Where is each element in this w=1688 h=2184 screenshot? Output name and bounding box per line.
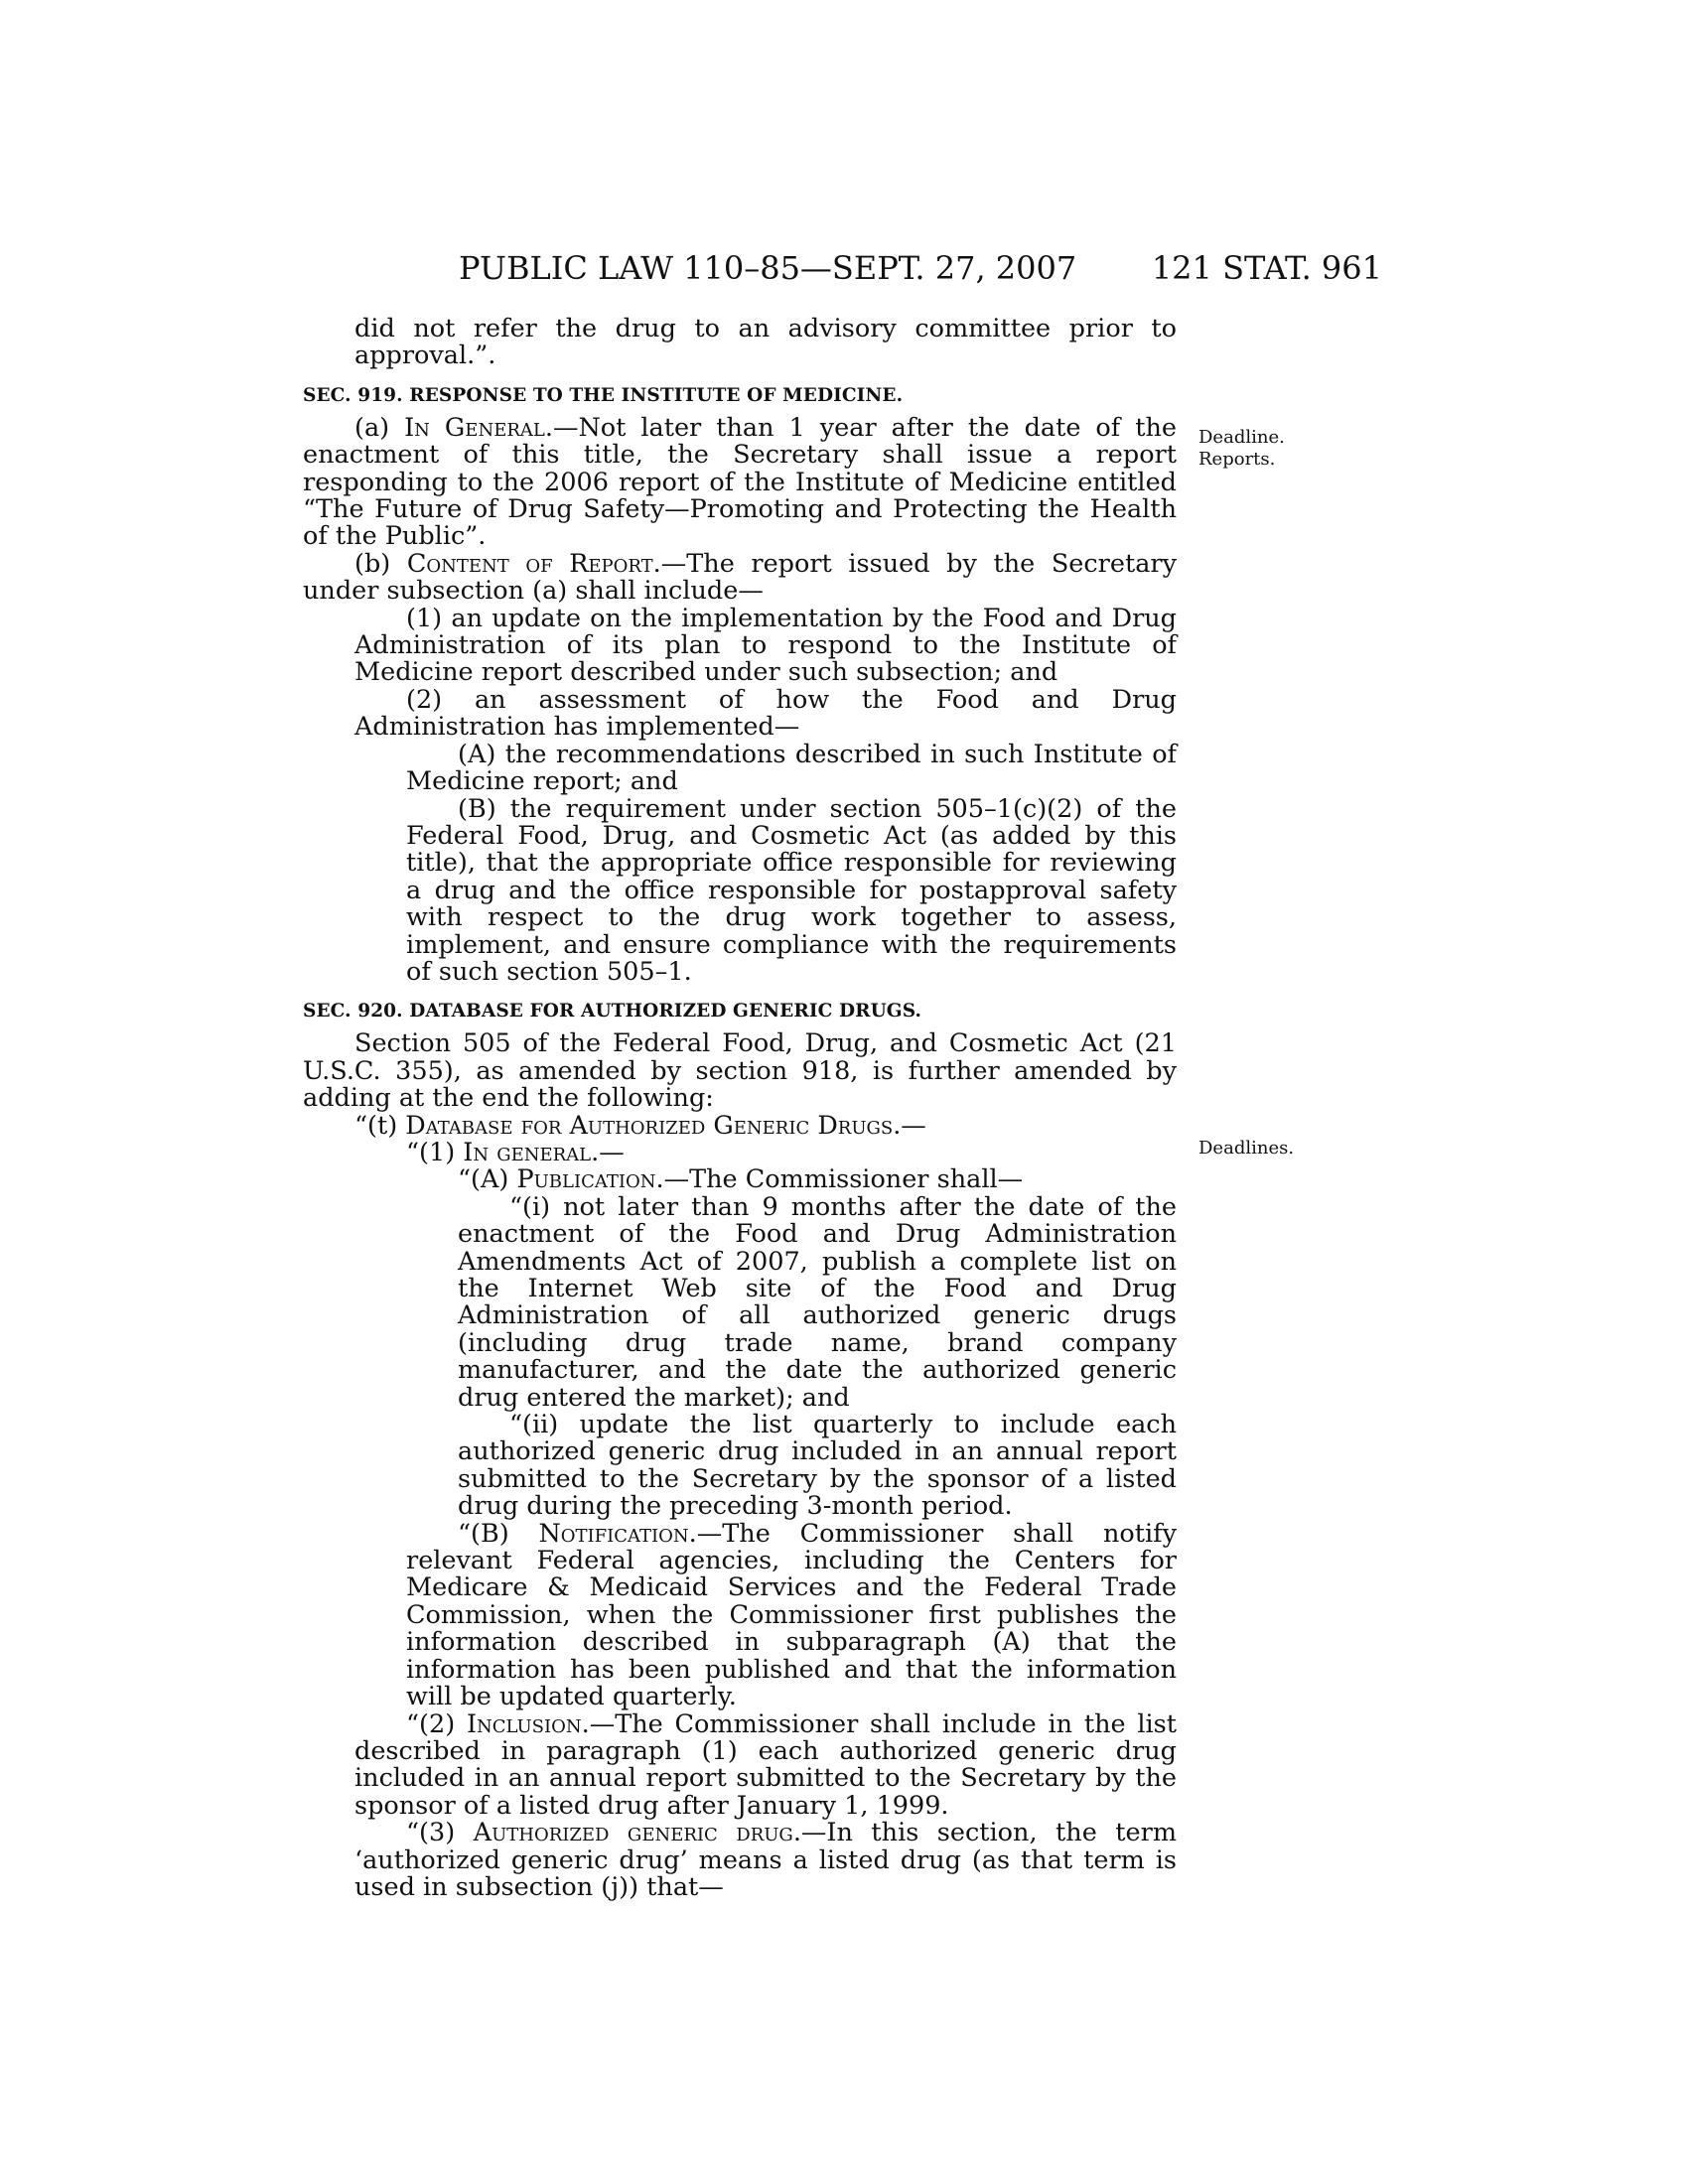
paragraph-t-2-caption: Inclusion — [466, 1708, 582, 1739]
marginal-note-deadline: Deadline. — [1198, 427, 1285, 448]
clause-t-1-A-i: “(i) not later than 9 months after the date of the enactment of the Food and Drug Administration Amendments Act of 2007, publish a complete list on the Internet Web site of the Food and Drug Administration of all authorized generic drugs (including drug trade name, brand company manufacturer, and the date the authorized generic drug entered the market); and — [458, 1191, 1177, 1413]
subsection-t — [303, 1110, 1177, 1141]
paragraph-t-2 — [303, 1708, 1178, 1821]
subsection-a-label: (a) — [354, 412, 405, 443]
paragraph-t-3 — [303, 1820, 1177, 1901]
statute-text — [303, 316, 1177, 1901]
paragraph-t-2-text: .—The Commissioner shall include in the list described in paragraph (1) each authorized generic drug included in an annual report submitted to the Secretary by the sponsor of a listed drug after January 1, 1999. — [354, 1708, 1178, 1821]
paragraph-t-2-label: “(2) — [406, 1708, 467, 1739]
paragraph-t-3-label: “(3) — [406, 1818, 474, 1848]
subparagraph-t-1-A-text: .—The Commissioner shall— — [655, 1164, 1024, 1195]
running-header-stat-page: 121 STAT. 961 — [1151, 249, 1382, 287]
paragraph-t-1-label: “(1) — [406, 1137, 464, 1167]
paragraph-t-3-caption: Authorized generic drug — [473, 1818, 793, 1848]
section-919-heading: SEC. 919. RESPONSE TO THE INSTITUTE OF MEDICINE. — [303, 384, 904, 406]
running-header-title: PUBLIC LAW 110–85—SEPT. 27, 2007 — [459, 249, 1077, 287]
section-920-heading: SEC. 920. DATABASE FOR AUTHORIZED GENERIC DRUGS. — [303, 1001, 922, 1023]
subparagraph-b-2-B: (B) the requirement under section 505–1(c)(2) of the Federal Food, Drug, and Cosmetic Act (as added by this title), that the appropriate office responsible for reviewing a drug and the office responsible for postapproval safety with respect to the drug work together to assess, implement, and ensure compliance with the requirements of such section 505–1. — [406, 793, 1177, 987]
subsection-a-caption: In General — [404, 412, 545, 443]
subsection-b-caption: Content of Report — [406, 548, 653, 579]
subsection-b-label: (b) — [354, 548, 407, 579]
subsection-b-text: .—The report issued by the Secretary under subsection (a) shall include— — [303, 548, 1178, 607]
subsection-t-label: “(t) — [354, 1110, 406, 1141]
subparagraph-t-1-A-caption: Publication — [516, 1164, 656, 1195]
subsection-a — [303, 412, 1177, 552]
paragraph-b-1: (1) an update on the implementation by the Food and Drug Administration of its plan to respond to the Institute of Medicine report described under such subsection; and — [354, 603, 1177, 688]
subparagraph-b-2-A: (A) the recommendations described in such Institute of Medicine report; and — [406, 739, 1177, 797]
paragraph-t-3-text: .—In this section, the term ‘authorized generic drug’ means a listed drug (as that term is used in subsection (j)) that— — [354, 1818, 1178, 1902]
subparagraph-t-1-B-caption: Notification — [538, 1518, 689, 1549]
subsection-a-text: .—Not later than 1 year after the date of the enactment of this title, the Secretary shall issue a report responding to the 2006 report of the Institute of Medicine entitled “The Future of Drug Safety—Promoting and Protecting the Health of the Public”. — [303, 412, 1177, 552]
subparagraph-t-1-B — [303, 1518, 1177, 1712]
paragraph-t-1 — [303, 1137, 1177, 1167]
subsection-t-dash: .— — [893, 1110, 926, 1141]
subparagraph-t-1-A-label: “(A) — [458, 1164, 517, 1195]
paragraph-t-1-dash: .— — [591, 1137, 625, 1167]
marginal-note-deadlines: Deadlines. — [1198, 1138, 1295, 1159]
section-920-intro: Section 505 of the Federal Food, Drug, and Cosmetic Act (21 U.S.C. 355), as amended by section 918, is further amended by adding at the end the following: — [303, 1028, 1177, 1114]
subparagraph-t-1-B-text: .—The Commissioner shall notify relevant Federal agencies, including the Centers for Medicare & Medicaid Services and the Federal Trade Commission, when the Commissioner first publishes the information described in subparagraph (A) that the information has been published and that the information will be updated quarterly. — [406, 1518, 1177, 1712]
paragraph-t-1-caption: In general — [463, 1137, 592, 1167]
paragraph-b-2: (2) an assessment of how the Food and Drug Administration has implemented— — [354, 684, 1177, 743]
continuation-paragraph: did not refer the drug to an advisory committee prior to approval.”. — [354, 314, 1177, 371]
subparagraph-t-1-B-label: “(B) — [458, 1518, 539, 1549]
subparagraph-t-1-A — [303, 1166, 1177, 1193]
subsection-b — [303, 548, 1178, 607]
subsection-t-caption: Database for Authorized Generic Drugs — [405, 1110, 894, 1141]
clause-t-1-A-ii: “(ii) update the list quarterly to include each authorized generic drug included in an annual report submitted to the Secretary by the sponsor of a listed drug during the preceding 3-month period. — [458, 1410, 1177, 1522]
marginal-note-reports: Reports. — [1198, 449, 1276, 470]
